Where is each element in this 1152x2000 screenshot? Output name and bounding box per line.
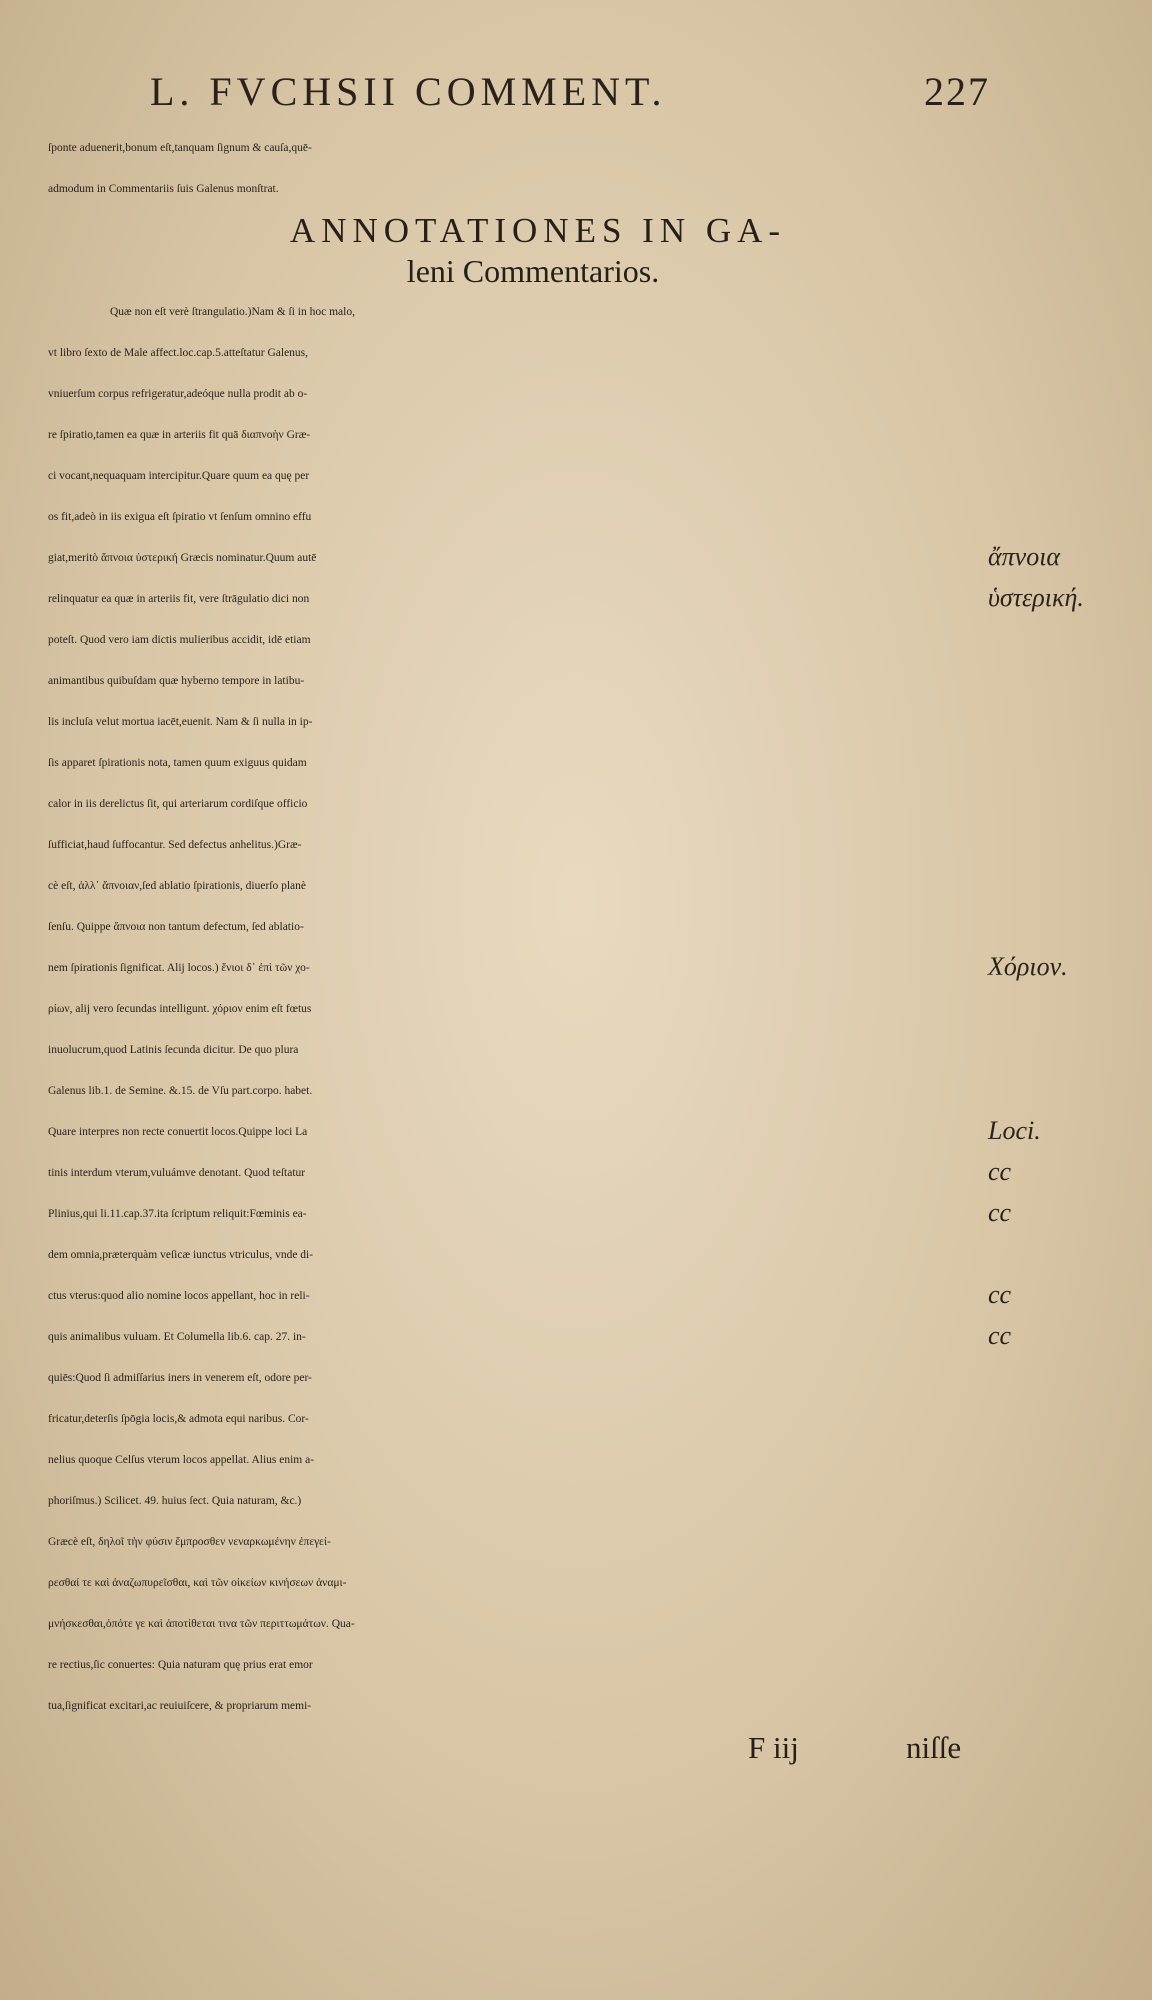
text-line: Quæ non eſt verè ſtrangulatio.)Nam & ſi in hoc malo,	[110, 306, 355, 318]
signature-mark: F iij	[748, 1730, 799, 1765]
margin-note: ὑστερική.	[988, 583, 1084, 612]
text-line: inuolucrum,quod Latinis ſecunda dicitur. De quo plura	[48, 1044, 299, 1056]
text-line: vniuerſum corpus refrigeratur,adeóque nulla prodit ab o-	[48, 388, 308, 400]
margin-note: ἄπνοια	[988, 542, 1061, 571]
text-line: re ſpiratio,tamen ea quæ in arteriis fit quā διαπνοὴν Græ-	[48, 429, 311, 441]
text-line: tua,ſignificat excitari,ac reuiuiſcere, & propriarum memi-	[48, 1700, 312, 1712]
text-line: Plinius,qui li.11.cap.37.ita ſcriptum reliquit:Fœminis ea-	[48, 1208, 307, 1220]
text-line: nelius quoque Celſus vterum locos appellat. Alius enim a-	[48, 1454, 315, 1466]
text-line: poteſt. Quod vero iam dictis mulieribus accidit, idē etiam	[48, 634, 311, 646]
text-line: ci vocant,nequaquam intercipitur.Quare quum ea quę per	[48, 470, 310, 482]
text-line: ſufficiat,haud ſuffocantur. Sed defectus anhelitus.)Græ-	[48, 839, 302, 851]
text-line: ctus vterus:quod alio nomine locos appellant, hoc in reli-	[48, 1290, 310, 1302]
margin-note: cc	[988, 1157, 1012, 1186]
margin-note: cc	[988, 1321, 1012, 1350]
text-line: fricatur,deterſis ſpōgia locis,& admota equi naribus. Cor-	[48, 1413, 309, 1425]
text-line: ſenſu. Quippe ἄπνοια non tantum defectum, ſed ablatio-	[48, 921, 304, 933]
text-line: vt libro ſexto de Male affect.loc.cap.5.atteſtatur Galenus,	[48, 347, 309, 359]
text-line: ſponte aduenerit,bonum eſt,tanquam ſignum & cauſa,quē-	[48, 142, 312, 154]
text-line: quiēs:Quod ſi admiſſarius iners in venerem eſt, odore per-	[48, 1372, 312, 1384]
margin-note: Loci.	[988, 1116, 1041, 1145]
text-line: relinquatur ea quæ in arteriis fit, vere ſtrāgulatio dici non	[48, 593, 310, 605]
main-text-block	[48, 128, 988, 1768]
margin-note: Χόριον.	[988, 952, 1068, 981]
page-number: 227	[924, 69, 990, 114]
text-line: Græcè eſt, δηλοῖ τὴν φύσιν ἔμπροσθεν νεναρκωμένην ἐπεγεί-	[48, 1536, 331, 1548]
margin-note: cc	[988, 1198, 1012, 1227]
text-line: dem omnia,præterquàm veſicæ iunctus vtriculus, vnde di-	[48, 1249, 314, 1261]
footer-line	[48, 1727, 988, 1768]
margin-note: cc	[988, 1280, 1012, 1309]
text-line: quis animalibus vuluam. Et Columella lib.6. cap. 27. in-	[48, 1331, 306, 1343]
text-line: ſis apparet ſpirationis nota, tamen quum exiguus quidam	[48, 757, 307, 769]
text-line: nem ſpirationis ſignificat. Alij locos.) ἔνιοι δ᾽ ἐπὶ τῶν χο-	[48, 962, 310, 974]
text-line: Galenus lib.1. de Semine. &.15. de Vſu part.corpo. habet.	[48, 1085, 313, 1097]
running-head: L. FVCHSII COMMENT.	[150, 69, 667, 114]
text-line: ρίων, alij vero ſecundas intelligunt. χόριον enim eſt fœtus	[48, 1003, 312, 1015]
text-line: giat,meritò ἄπνοια ὑστερική Græcis nominatur.Quum autē	[48, 552, 317, 564]
text-line: re rectius,ſic conuertes: Quia naturam quę prius erat emor	[48, 1659, 313, 1671]
catchword: niſſe	[906, 1730, 962, 1765]
text-line: tinis interdum vterum,vuluámve denotant. Quod teſtatur	[48, 1167, 306, 1179]
text-line: cè eſt, ἀλλ᾽ ἄπνοιαν,ſed ablatio ſpirationis, diuerſo planè	[48, 880, 307, 892]
text-line: μνήσκεσθαι,ὁπότε γε καὶ ἀποτίθεται τινα τῶν περιττωμάτων. Qua-	[48, 1618, 355, 1630]
text-line: Quare interpres non recte conuertit locos.Quippe loci La	[48, 1126, 308, 1138]
text-line: admodum in Commentariis ſuis Galenus monſtrat.	[48, 183, 279, 195]
page-header	[150, 68, 990, 124]
section-heading-line: leni Commentarios.	[406, 253, 660, 289]
text-line: phoriſmus.) Scilicet. 49. huius ſect. Quia naturam, &c.)	[48, 1495, 302, 1507]
text-line: ρεσθαί τε καὶ ἀναζωπυρεῖσθαι, καὶ τῶν οἰκείων κινήσεων ἀναμι-	[48, 1577, 347, 1589]
section-heading-line: ANNOTATIONES IN GA-	[289, 211, 787, 250]
text-line: os fit,adeò in iis exigua eſt ſpiratio vt ſenſum omnino effu	[48, 511, 312, 523]
text-line: calor in iis derelictus ſit, qui arteriarum cordiſque officio	[48, 798, 308, 810]
text-line: animantibus quibuſdam quæ hyberno tempore in latibu-	[48, 675, 305, 687]
text-line: lis incluſa velut mortua iacēt,euenit. Nam & ſi nulla in ip-	[48, 716, 313, 728]
